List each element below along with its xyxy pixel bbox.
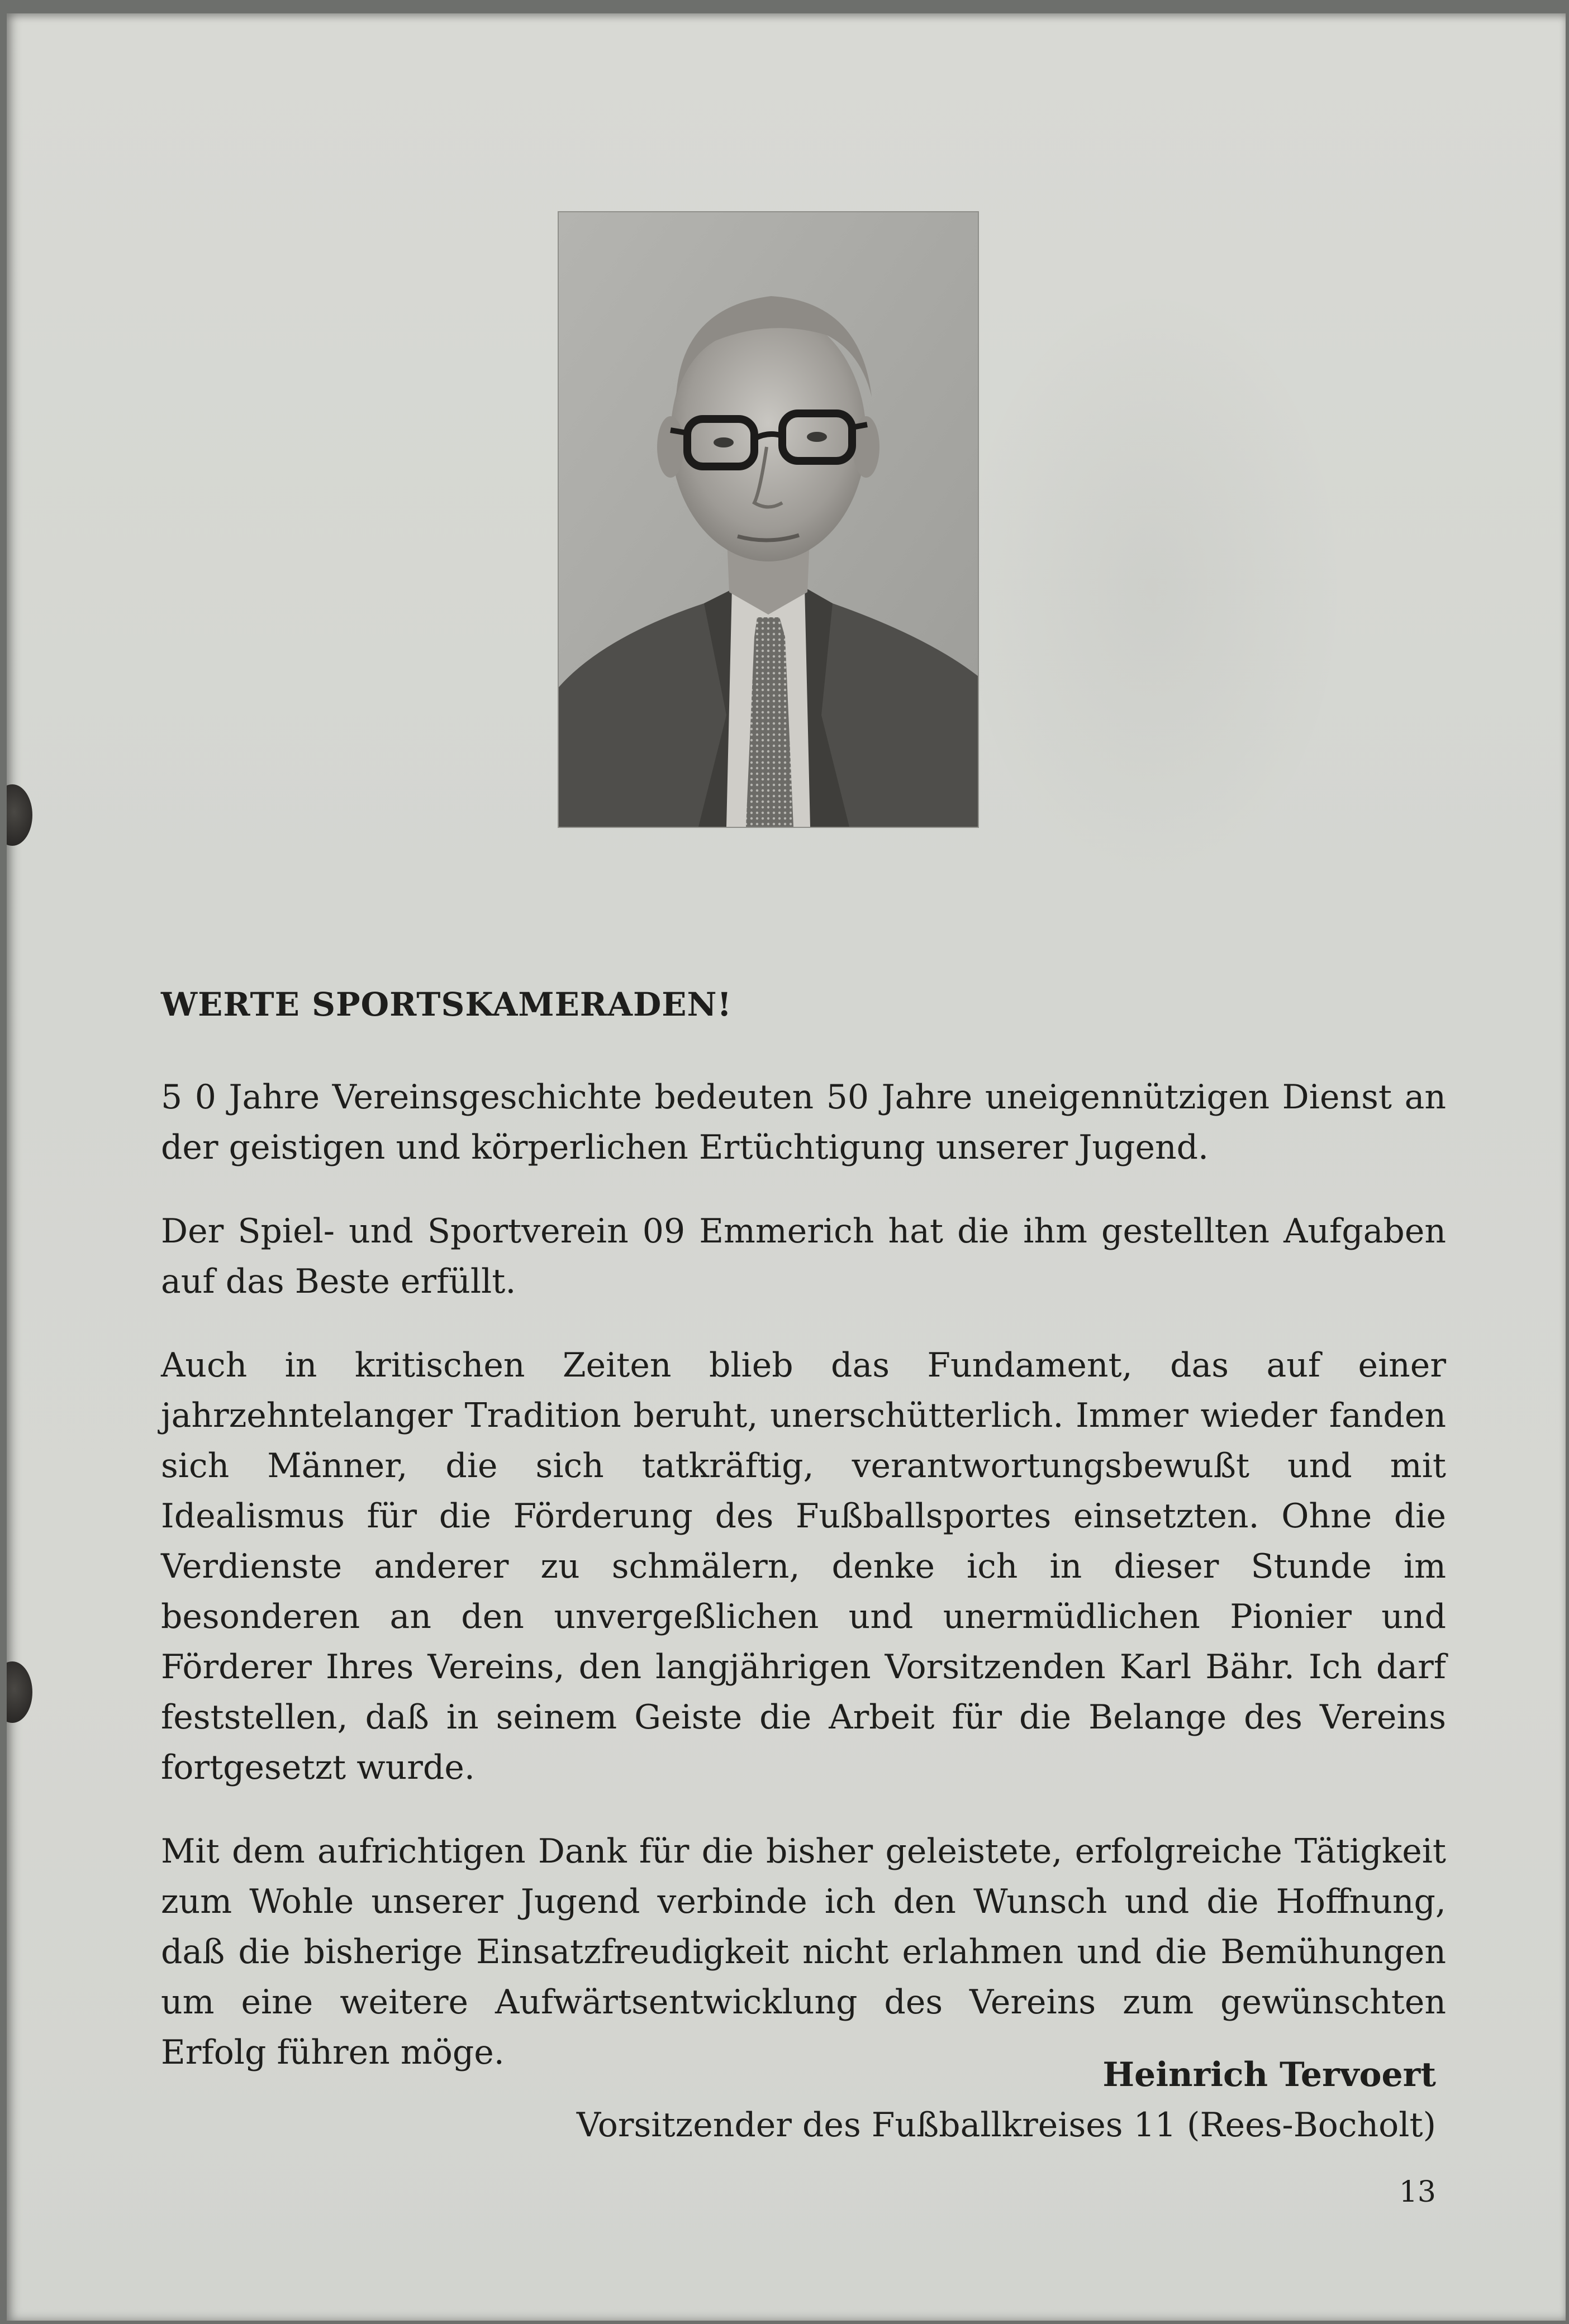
portrait-illustration (559, 212, 978, 827)
signatory-name: Heinrich Tervoert (1102, 2055, 1436, 2094)
portrait-photo (558, 211, 979, 828)
paragraph: Der Spiel- und Sportverein 09 Emmerich hat die ihm gestellten Aufgaben auf das Beste erfüllt. (161, 1212, 1446, 1301)
page-number: 13 (1399, 2175, 1436, 2209)
paragraph: 5 0 Jahre Vereinsgeschichte bedeuten 50 Jahre uneigennützigen Dienst an der geistigen und körperlichen Ertüchtigung unserer Jugend. (161, 1078, 1446, 1167)
letter-body (161, 1072, 1446, 2111)
page-heading: WERTE SPORTSKAMERADEN! (161, 985, 732, 1023)
paragraph: Mit dem aufrichtigen Dank für die bisher geleistete, erfolgreiche Tätigkeit zum Wohle unserer Jugend verbinde ich den Wunsch und die Hoffnung, daß die bisherige Einsatzfreudigkeit nicht erlahmen und die Bemühungen um eine weitere Aufwärtsentwicklung des Vereins zum gewünschten Erfolg führen möge. (161, 1832, 1446, 2072)
paragraph: Auch in kritischen Zeiten blieb das Fundament, das auf einer jahrzehntelanger Tradition beruht, unerschütterlich. Immer wieder fanden sich Männer, die sich tatkräftig, verantwortungsbewußt und mit Idealismus für die Förderung des Fußballsportes einsetzten. Ohne die Verdienste anderer zu schmälern, denke ich in dieser Stunde im besonderen an den unvergeßlichen und unermüdlichen Pionier und Förderer Ihres Vereins, den langjährigen Vorsitzenden Karl Bähr. Ich darf feststellen, daß in seinem Geiste die Arbeit für die Belange des Vereins fortgesetzt wurde. (161, 1346, 1446, 1787)
signatory-title: Vorsitzender des Fußballkreises 11 (Rees-Bocholt) (576, 2106, 1436, 2145)
signature-block (577, 2050, 1436, 2150)
punch-hole (7, 1661, 32, 1723)
show-through-shadow (957, 282, 1348, 896)
punch-hole (7, 784, 32, 846)
booklet-page (7, 13, 1566, 2321)
